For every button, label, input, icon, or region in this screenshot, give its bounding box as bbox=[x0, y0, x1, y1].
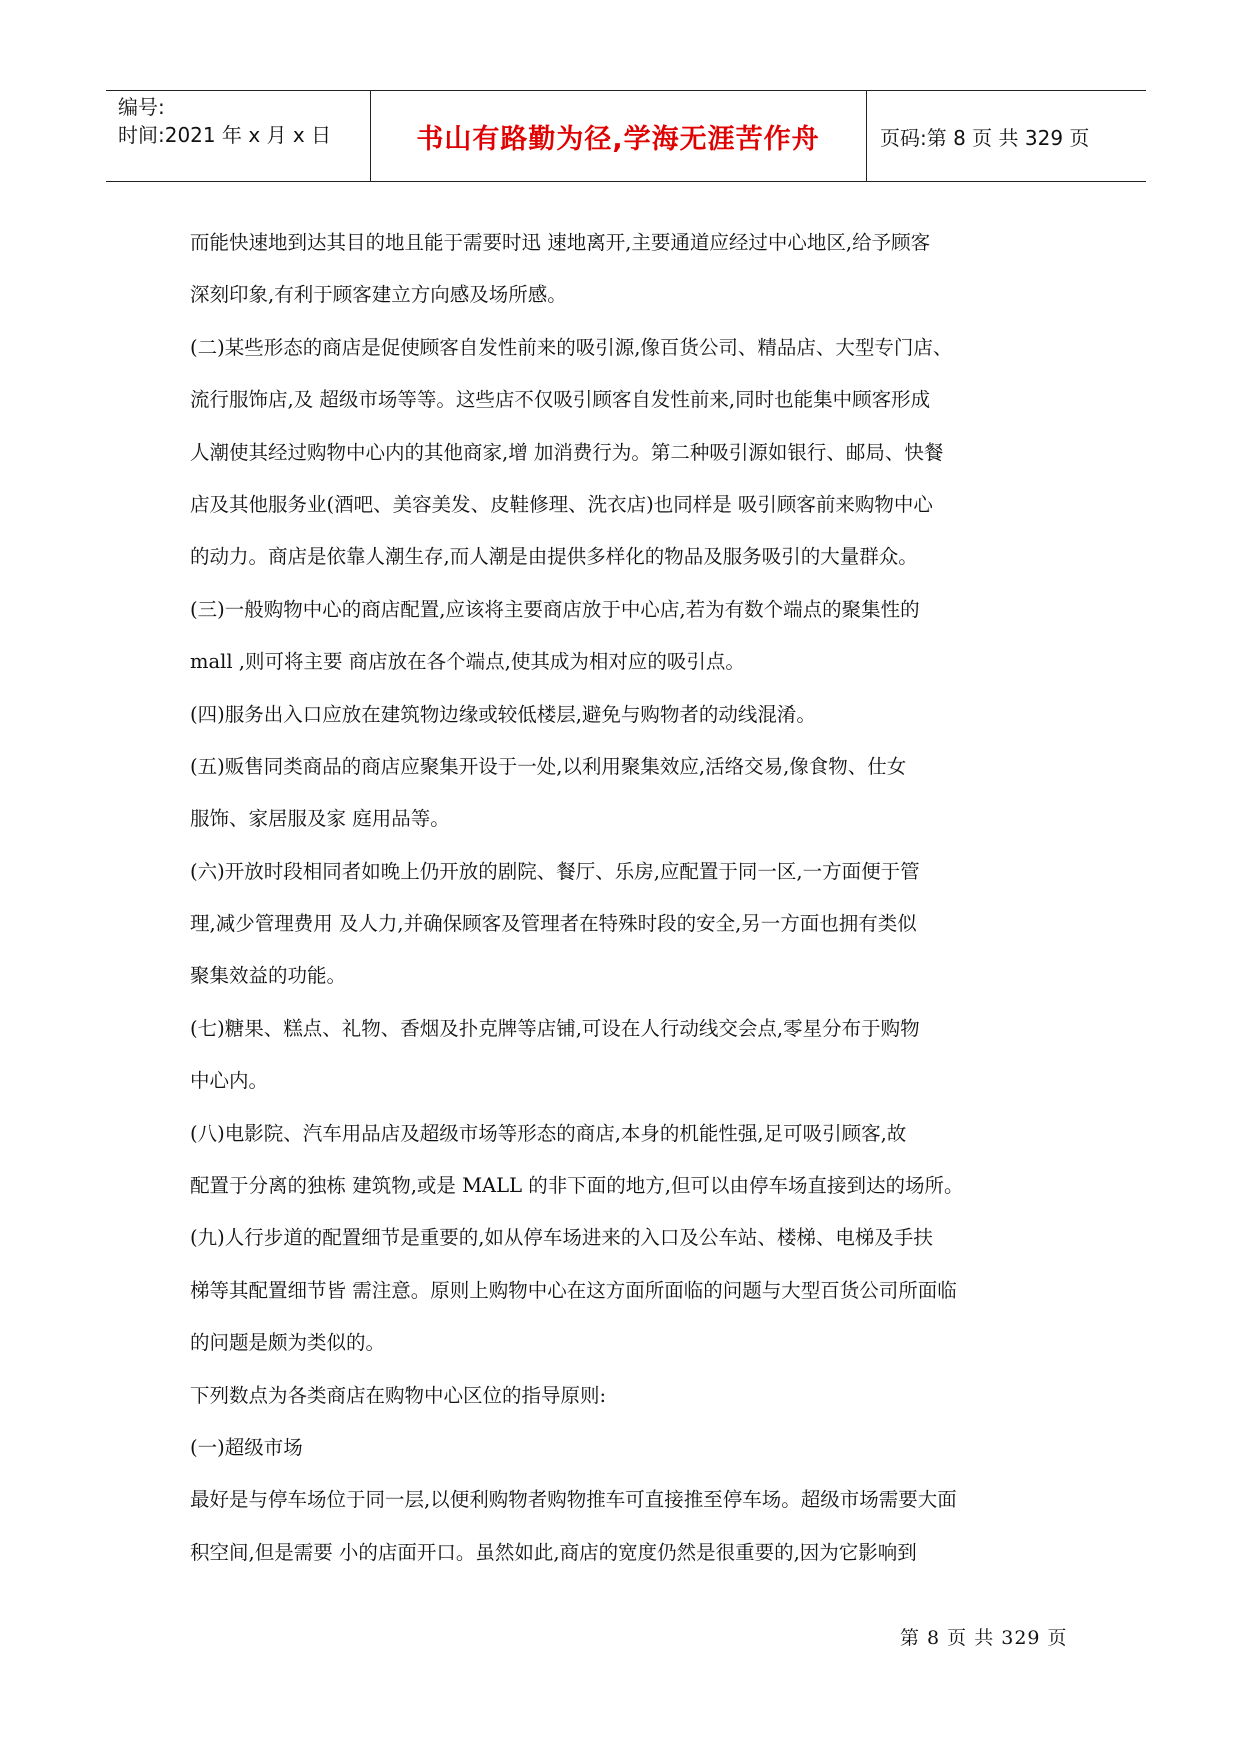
header-motto: 书山有路勤为径,学海无涯苦作舟 bbox=[416, 123, 820, 155]
body-line: 的问题是颇为类似的。 bbox=[190, 1331, 386, 1355]
body-line: (三)一般购物中心的商店配置,应该将主要商店放于中心店,若为有数个端点的聚集性的 bbox=[190, 597, 920, 621]
body-line: (五)贩售同类商品的商店应聚集开设于一处,以利用聚集效应,活络交易,像食物、仕女 bbox=[190, 754, 907, 778]
body-line: (八)电影院、汽车用品店及超级市场等形态的商店,本身的机能性强,足可吸引顾客,故 bbox=[190, 1121, 907, 1145]
body-line: (四)服务出入口应放在建筑物边缘或较低楼层,避免与购物者的动线混淆。 bbox=[190, 702, 816, 726]
body-line: 流行服饰店,及 超级市场等等。这些店不仅吸引顾客自发性前来,同时也能集中顾客形成 bbox=[190, 388, 931, 412]
body-line: mall ,则可将主要 商店放在各个端点,使其成为相对应的吸引点。 bbox=[190, 650, 745, 674]
body-line: 积空间,但是需要 小的店面开口。虽然如此,商店的宽度仍然是很重要的,因为它影响到 bbox=[190, 1540, 917, 1564]
page-header bbox=[106, 90, 1146, 182]
body-line: 的动力。商店是依靠人潮生存,而人潮是由提供多样化的物品及服务吸引的大量群众。 bbox=[190, 545, 918, 569]
body-line: 深刻印象,有利于顾客建立方向感及场所感。 bbox=[190, 283, 567, 307]
body-line: 理,减少管理费用 及人力,并确保顾客及管理者在特殊时段的安全,另一方面也拥有类似 bbox=[190, 912, 917, 936]
header-page-code: 页码:第 8 页 共 329 页 bbox=[880, 125, 1090, 150]
body-line: 下列数点为各类商店在购物中心区位的指导原则: bbox=[190, 1383, 607, 1407]
body-line: 人潮使其经过购物中心内的其他商家,增 加消费行为。第二种吸引源如银行、邮局、快餐 bbox=[190, 440, 944, 464]
body-line: 服饰、家居服及家 庭用品等。 bbox=[190, 807, 450, 831]
header-meta bbox=[106, 91, 371, 181]
body-line: 而能快速地到达其目的地且能于需要时迅 速地离开,主要通道应经过中心地区,给予顾客 bbox=[190, 231, 931, 254]
body-line: (一)超级市场 bbox=[190, 1435, 303, 1459]
body-line: 店及其他服务业(酒吧、美容美发、皮鞋修理、洗衣店)也同样是 吸引顾客前来购物中心 bbox=[190, 492, 933, 516]
body-line: (七)糖果、糕点、礼物、香烟及扑克牌等店铺,可设在人行动线交会点,零星分布于购物 bbox=[190, 1016, 920, 1040]
body-line: 配置于分离的独栋 建筑物,或是 MALL 的非下面的地方,但可以由停车场直接到达的场所。 bbox=[190, 1174, 964, 1198]
document-body bbox=[190, 230, 1070, 1592]
header-motto-cell bbox=[370, 91, 867, 181]
body-line: 最好是与停车场位于同一层,以便利购物者购物推车可直接推至停车场。超级市场需要大面 bbox=[190, 1488, 957, 1512]
body-line: 中心内。 bbox=[190, 1069, 269, 1093]
body-line: (九)人行步道的配置细节是重要的,如从停车场进来的入口及公车站、楼梯、电梯及手扶 bbox=[190, 1226, 933, 1250]
body-line: (六)开放时段相同者如晚上仍开放的剧院、餐厅、乐房,应配置于同一区,一方面便于管 bbox=[190, 859, 920, 883]
document-time-label: 时间:2021 年 x 月 x 日 bbox=[118, 123, 332, 147]
document-number-label: 编号: bbox=[118, 95, 165, 119]
page-footer: 第 8 页 共 329 页 bbox=[900, 1627, 1068, 1649]
body-line: 聚集效益的功能。 bbox=[190, 964, 347, 988]
body-line: (二)某些形态的商店是促使顾客自发性前来的吸引源,像百货公司、精品店、大型专门店、 bbox=[190, 335, 953, 359]
body-line: 梯等其配置细节皆 需注意。原则上购物中心在这方面所面临的问题与大型百货公司所面临 bbox=[190, 1278, 957, 1302]
